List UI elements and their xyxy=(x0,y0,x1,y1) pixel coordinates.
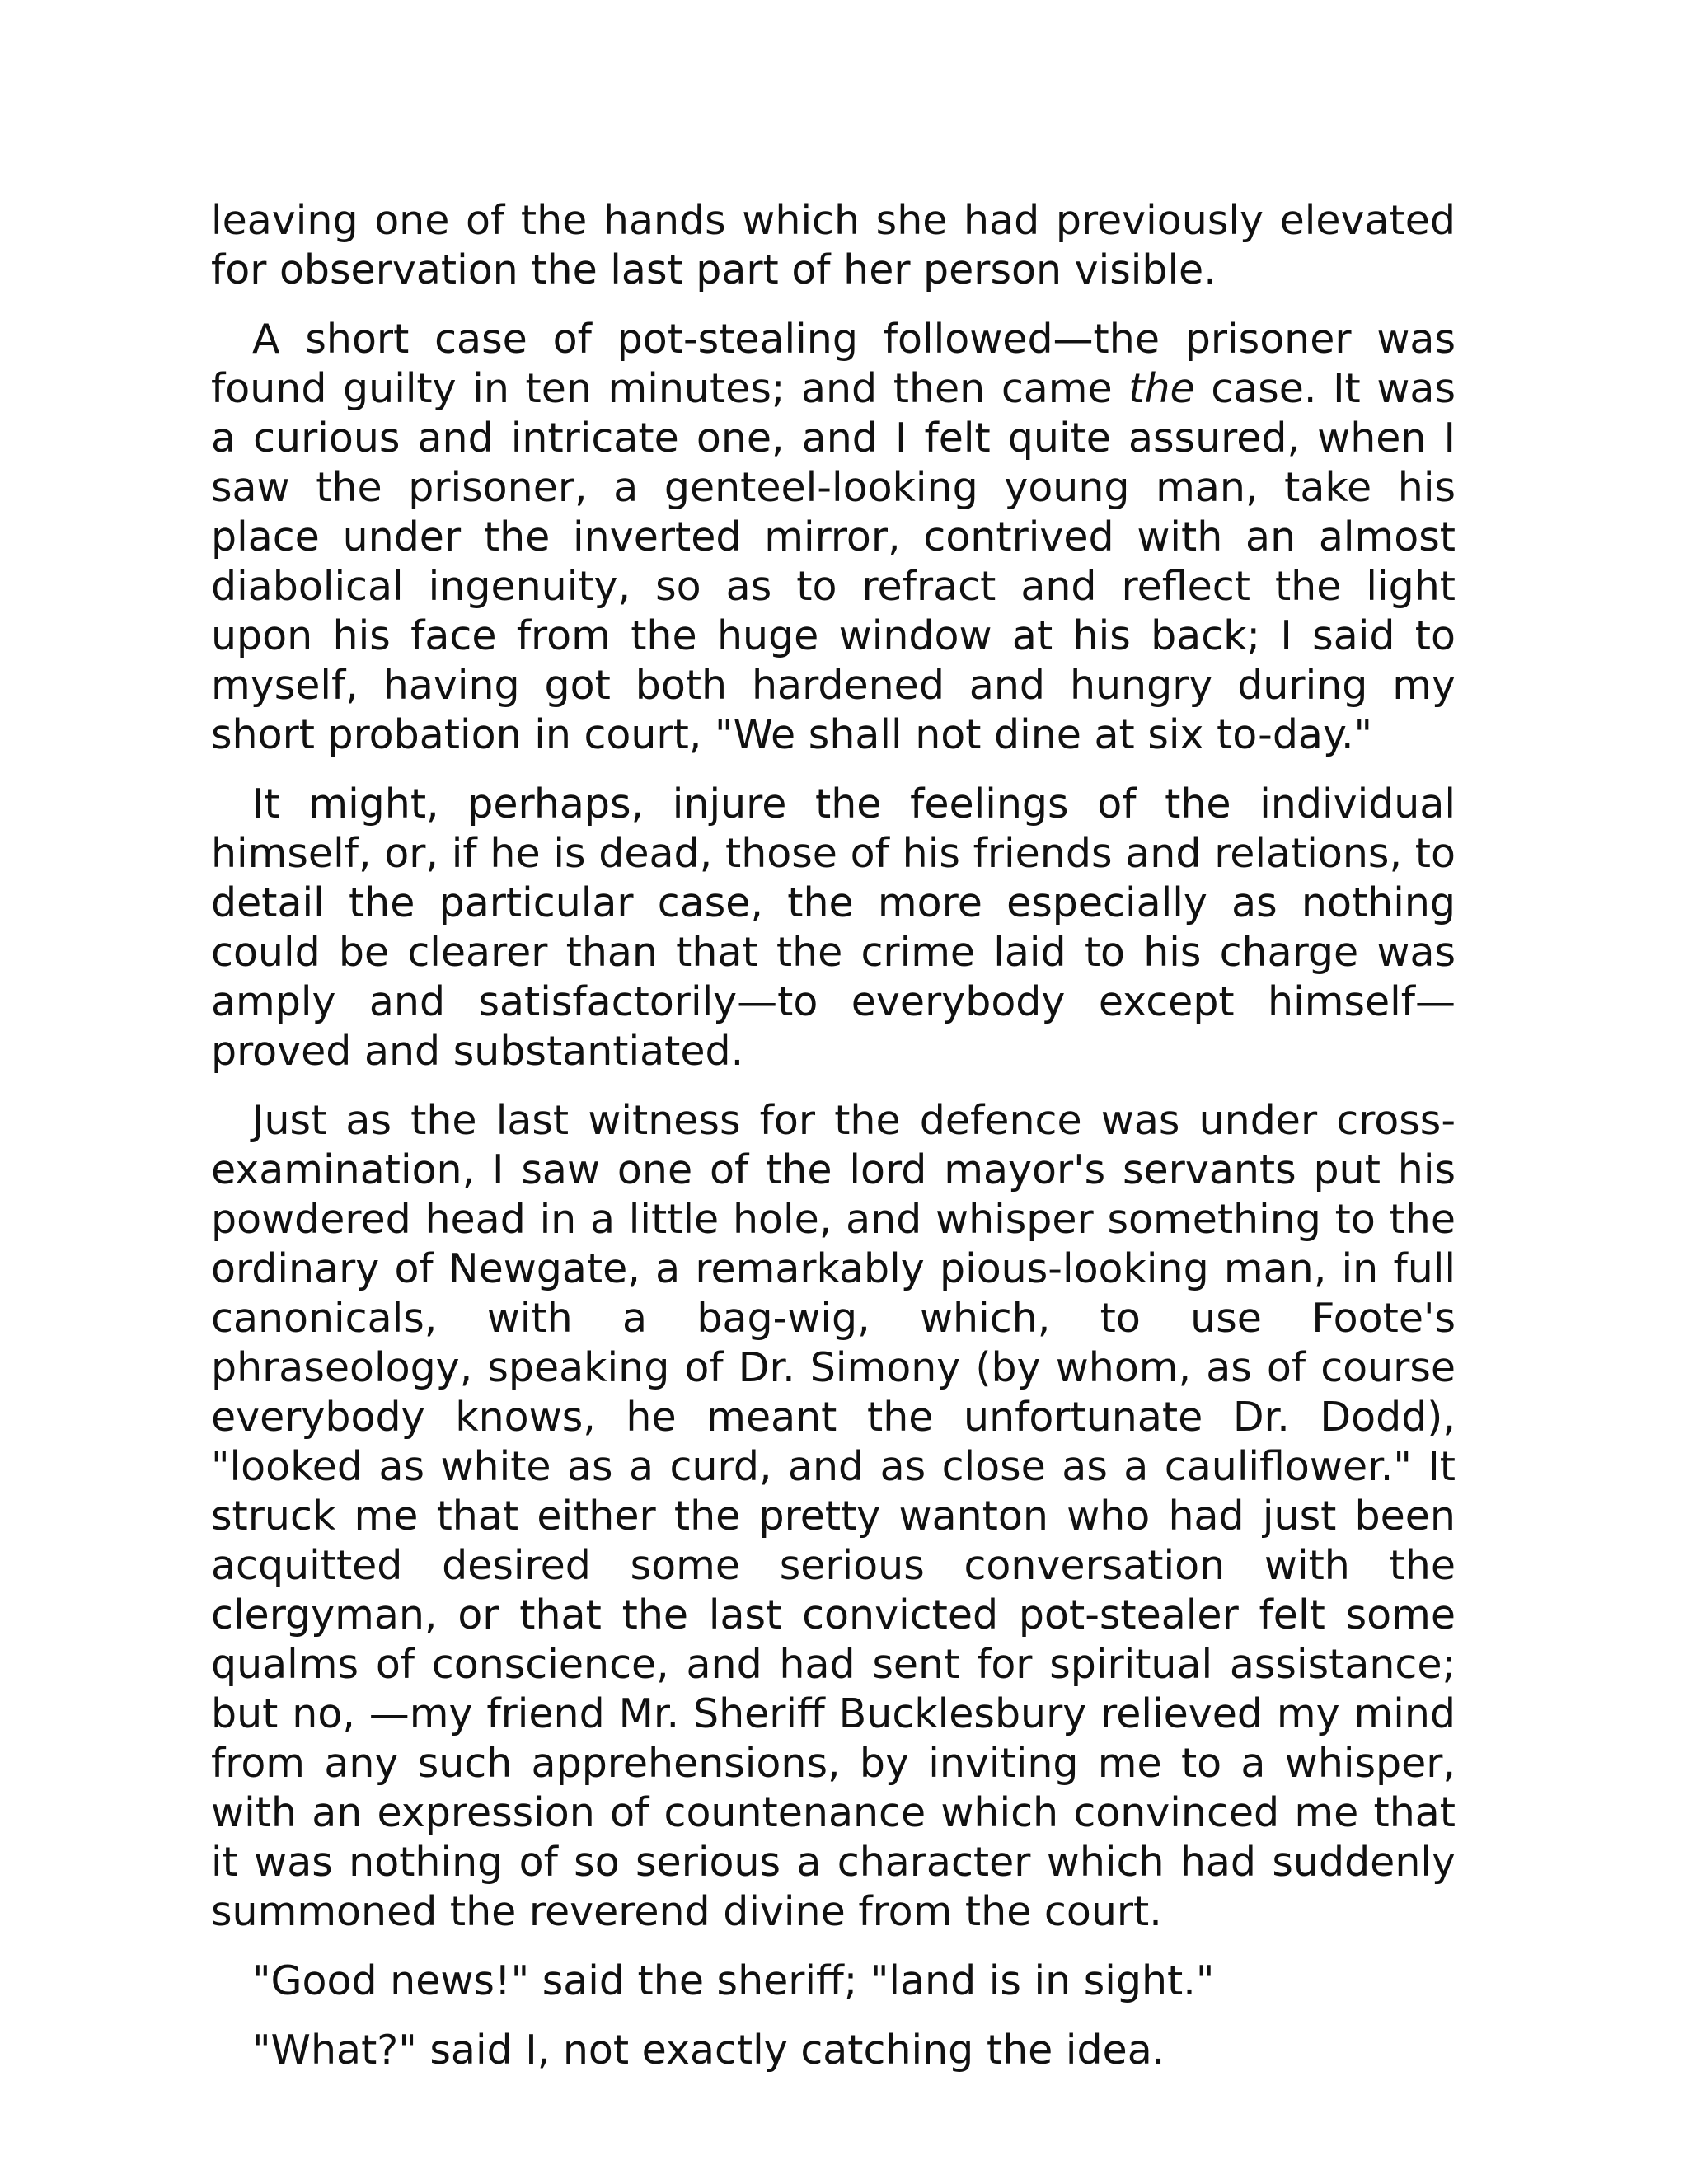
paragraph-5: "Good news!" said the sheriff; "land is in sight." xyxy=(252,1957,1215,2004)
paragraph-2 xyxy=(211,315,1456,760)
paragraph-3: It might, perhaps, injure the feelings of the individual himself, or, if he is dead, those of his friends and relations, to detail the particular case, the more especially as nothing could be clearer than that the crime laid to his charge was amply and satisfactorily—to everybody except himself—proved and substantiated. xyxy=(211,780,1456,1075)
document-body xyxy=(211,196,1456,2095)
paragraph-2-text-b: case. It was a curious and intricate one, and I felt quite assured, when I saw the prisoner, a genteel-looking young man, take his place under the inverted mirror, contrived with an almost diabolical ingenuity, so as to refract and reflect the light upon his face from the huge window at his back; I said to myself, having got both hardened and hungry during my short probation in court, "We shall not dine at six to-day." xyxy=(211,365,1456,758)
paragraph-2-emphasis: the xyxy=(1128,365,1195,412)
paragraph-1: leaving one of the hands which she had previously elevated for observation the last part of her person visible. xyxy=(211,197,1456,293)
paragraph-6: "What?" said I, not exactly catching the idea. xyxy=(252,2027,1165,2074)
paragraph-2-text-a: A short case of pot-stealing followed—the prisoner was found guilty in ten minutes; and then came xyxy=(211,316,1456,412)
paragraph-4: Just as the last witness for the defence was under cross-examination, I saw one of the lord mayor's servants put his powdered head in a little hole, and whisper something to the ordinary of Newgate, a remarkably pious-looking man, in full canonicals, with a bag-wig, which, to use Foote's phraseology, speaking of Dr. Simony (by whom, as of course everybody knows, he meant the unfortunate Dr. Dodd), "looked as white as a curd, and as close as a cauliflower." It struck me that either the pretty wanton who had just been acquitted desired some serious conversation with the clergyman, or that the last convicted pot-stealer felt some qualms of conscience, and had sent for spiritual assistance; but no, —my friend Mr. Sheriff Bucklesbury relieved my mind from any such apprehensions, by inviting me to a whisper, with an expression of countenance which convinced me that it was nothing of so serious a character which had suddenly summoned the reverend divine from the court. xyxy=(211,1097,1456,1935)
